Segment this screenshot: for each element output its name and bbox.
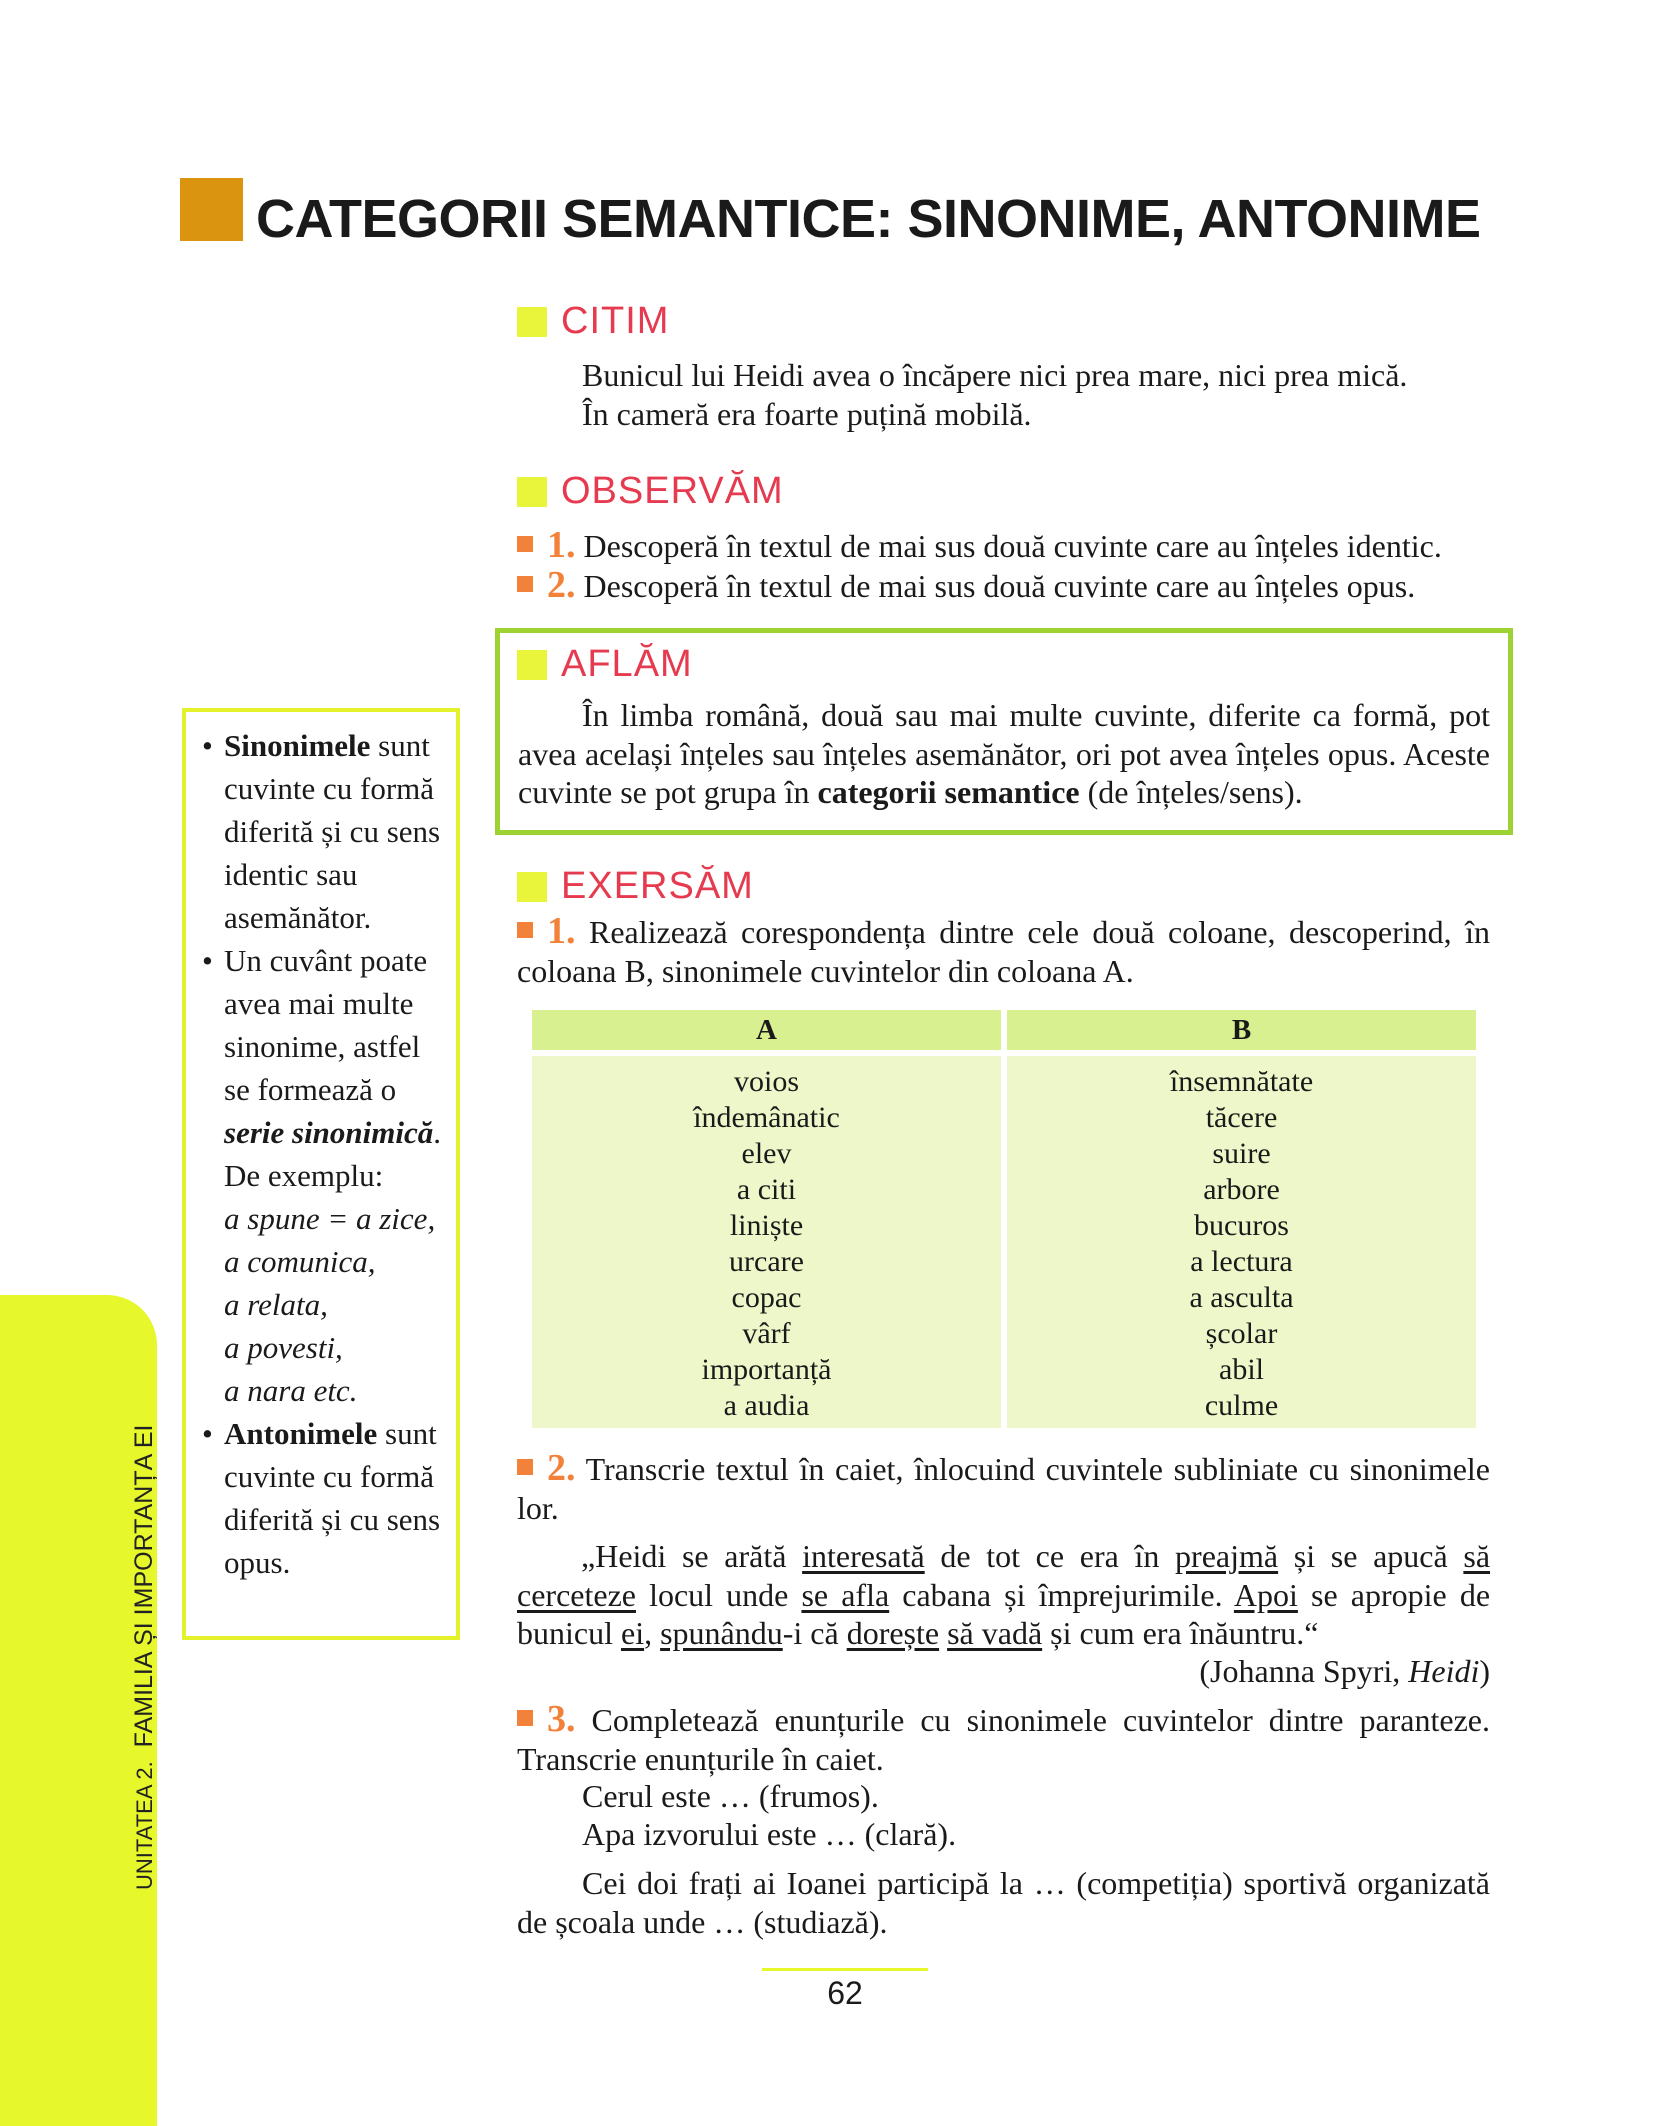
text: cabana și împrejurimile. xyxy=(889,1576,1234,1613)
unit-label xyxy=(130,1425,159,1890)
underlined-word: Apoi xyxy=(1233,1576,1298,1613)
text: de tot ce era în xyxy=(924,1538,1176,1574)
table-cell: a citi xyxy=(736,1173,797,1206)
underlined-word: preajmă xyxy=(1175,1538,1279,1574)
bold-term: categorii semantice xyxy=(817,774,1080,810)
term: Antonimele xyxy=(224,1416,378,1451)
item-text: Descoperă în textul de mai sus două cuvinte care au înțeles identic. xyxy=(583,528,1442,564)
underlined-word: să cerceteze xyxy=(517,1538,1491,1613)
table-cell: a audia xyxy=(723,1389,810,1422)
text: ) xyxy=(1479,1653,1490,1689)
table-cell: copac xyxy=(731,1281,802,1314)
underlined-word: să vadă xyxy=(947,1615,1043,1651)
column-a xyxy=(532,1056,1001,1428)
text-line: În cameră era foarte puțină mobilă. xyxy=(582,395,1032,432)
item-text: Completează enunțurile cu sinonimele cuvintelor dintre paranteze. Transcrie enunțurile în caiet. xyxy=(517,1702,1491,1777)
text: -i că xyxy=(782,1615,847,1651)
table-cell: a lectura xyxy=(1190,1245,1293,1278)
example: a relata, xyxy=(224,1287,328,1322)
observam-list xyxy=(517,526,1442,605)
column-header-a: A xyxy=(532,1010,1001,1050)
table-cell: școlar xyxy=(1205,1317,1278,1350)
table-cell: arbore xyxy=(1203,1173,1280,1206)
title-square-icon xyxy=(180,178,243,241)
table-cell: vârf xyxy=(742,1317,791,1350)
sentence: Apa izvorului este … (clară). xyxy=(582,1816,957,1852)
text: Un cuvânt poate avea mai multe sinonime, astfel se formează o xyxy=(224,943,428,1107)
text: și se apucă xyxy=(1278,1538,1464,1574)
table-cell: urcare xyxy=(729,1245,804,1278)
text: și cum era înăuntru.“ xyxy=(1042,1615,1319,1651)
table-cell: voios xyxy=(733,1065,799,1098)
page-title: CATEGORII SEMANTICE: SINONIME, ANTONIME xyxy=(256,189,1481,249)
text: , xyxy=(644,1615,661,1651)
citim-text xyxy=(582,356,1407,433)
example: a nara etc. xyxy=(224,1373,358,1408)
table-cell: liniște xyxy=(729,1209,804,1242)
underlined-word: interesată xyxy=(802,1538,925,1574)
table-cell: însemnătate xyxy=(1169,1065,1314,1098)
section-heading: CITIM xyxy=(561,300,670,342)
sentence: Cerul este … (frumos). xyxy=(582,1778,879,1814)
unit-number: UNITATEA 2. xyxy=(132,1761,157,1890)
item-number: 1. xyxy=(547,524,576,566)
sidebar-definitions xyxy=(182,708,460,1640)
section-observam xyxy=(517,470,784,513)
text: sunt cuvinte cu formă diferită și cu sens identic sau asemănător. xyxy=(224,728,441,935)
section-square-icon xyxy=(517,477,547,507)
exercise-1 xyxy=(517,912,1490,990)
list-item xyxy=(517,526,1442,566)
section-square-icon xyxy=(517,872,547,902)
section-square-icon xyxy=(517,650,547,680)
section-aflam xyxy=(517,643,693,686)
text: În limba română, două sau mai multe cuvinte, diferite ca formă, pot avea același înțeles sau înțeles asemănător, ori pot avea înțeles opus. Aceste cuvinte se pot grupa în xyxy=(518,697,1490,810)
text xyxy=(939,1615,947,1651)
table-cell: a asculta xyxy=(1189,1281,1294,1314)
section-heading: EXERSĂM xyxy=(561,865,754,907)
section-citim xyxy=(517,300,669,343)
exercise-2 xyxy=(517,1449,1490,1527)
section-heading: OBSERVĂM xyxy=(561,470,784,512)
table-cell: culme xyxy=(1204,1389,1279,1422)
section-square-icon xyxy=(517,307,547,337)
item-number: 2. xyxy=(547,1447,576,1489)
column-header-b: B xyxy=(1007,1010,1476,1050)
table-cell: bucuros xyxy=(1194,1209,1289,1242)
section-heading: AFLĂM xyxy=(561,643,693,685)
definition-synonyms xyxy=(198,724,446,939)
text: De exemplu: xyxy=(224,1158,384,1193)
underlined-word: dorește xyxy=(846,1615,940,1651)
example: a spune = a zice, xyxy=(224,1201,436,1236)
sentence: Cei doi frați ai Ioanei participă la … (competiția) sportivă organizată de școala unde … (studiază). xyxy=(517,1865,1490,1940)
text: sunt cuvinte cu formă diferită și cu sens opus. xyxy=(224,1416,441,1580)
table-cell: tăcere xyxy=(1205,1101,1278,1134)
item-number: 3. xyxy=(547,1698,576,1740)
table-cell: elev xyxy=(741,1137,792,1170)
text: . xyxy=(433,1115,442,1150)
quote-attribution xyxy=(517,1652,1490,1691)
underlined-word: ei xyxy=(620,1615,645,1651)
table-cell: suire xyxy=(1212,1137,1271,1170)
example: a povesti, xyxy=(224,1330,343,1365)
text: (de înțeles/sens). xyxy=(1079,774,1303,810)
table-cell: importanță xyxy=(701,1353,832,1386)
definition-series xyxy=(198,939,446,1412)
text-line: Bunicul lui Heidi avea o încăpere nici prea mare, nici prea mică. xyxy=(582,357,1408,393)
page-number-rule xyxy=(762,1968,928,1971)
text: locul unde xyxy=(635,1576,802,1613)
column-b xyxy=(1007,1056,1476,1428)
term: Sinonimele xyxy=(224,728,371,763)
section-exersam xyxy=(517,865,754,908)
item-text: Realizează corespondența dintre cele două coloane, descoperind, în coloana B, sinonimele cuvintelor din coloana A. xyxy=(517,914,1491,989)
definition-antonyms xyxy=(198,1412,446,1584)
exercise-3 xyxy=(517,1700,1490,1778)
underlined-word: se afla xyxy=(801,1576,890,1613)
underlined-word: spunându xyxy=(660,1615,783,1651)
example: a comunica, xyxy=(224,1244,376,1279)
item-text: Transcrie textul în caiet, înlocuind cuvintele subliniate cu sinonimele lor. xyxy=(517,1451,1491,1526)
table-cell: abil xyxy=(1219,1353,1264,1386)
item-number: 2. xyxy=(547,563,576,606)
table-cell: îndemânatic xyxy=(693,1101,840,1134)
author: (Johanna Spyri, xyxy=(1199,1653,1409,1689)
term: serie sinonimică xyxy=(224,1115,434,1150)
list-item xyxy=(517,563,1416,606)
quote-text xyxy=(517,1537,1490,1653)
item-text: Descoperă în textul de mai sus două cuvinte care au înțeles opus. xyxy=(583,567,1416,604)
book-title: Heidi xyxy=(1408,1653,1480,1689)
page-number: 62 xyxy=(827,1975,863,2011)
unit-title: FAMILIA ȘI IMPORTANȚA EI xyxy=(130,1424,158,1748)
item-number: 1. xyxy=(547,910,576,952)
synonym-table xyxy=(532,1010,1476,1428)
aflam-text xyxy=(518,696,1490,812)
text: se apropie de bunicul xyxy=(517,1576,1491,1651)
text: „Heidi se arătă xyxy=(581,1538,803,1574)
